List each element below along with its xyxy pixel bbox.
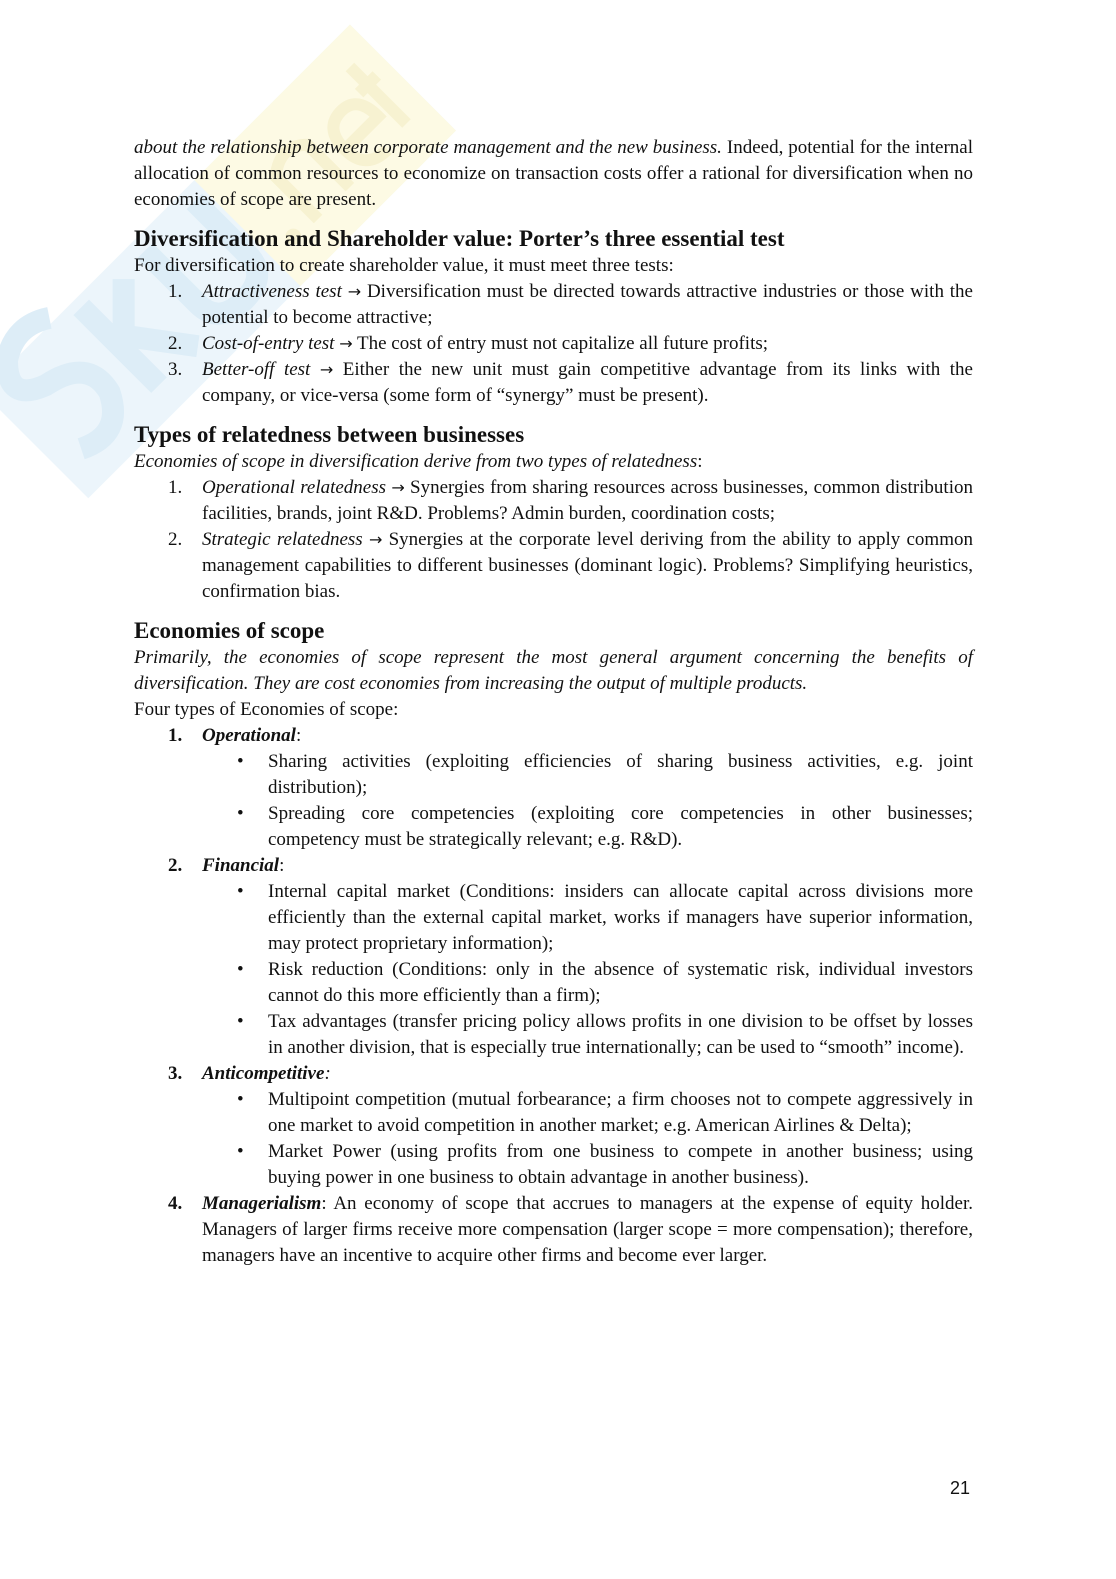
term: Strategic relatedness [202,529,363,550]
type-heading [168,723,973,749]
colon: : [279,855,285,876]
list-item [168,357,973,409]
intro-italic: about the relationship between corporate management and the new business. [134,137,722,158]
arrow-icon: → [368,530,383,549]
bullet-item [237,957,973,1009]
page-number: 21 [950,1478,971,1498]
bullet-text: Multipoint competition (mutual forbearance; a firm chooses not to compete aggressively in one market to avoid competition in another market; e.g. American Airlines & Delta); [268,1089,973,1136]
list-number: 3. [168,359,183,380]
term: Attractiveness test [202,281,342,302]
type-title: Anticompetitive [202,1063,325,1084]
bullet-text: Internal capital market (Conditions: insiders can allocate capital across divisions more efficiently than the external capital market, works if managers have superior information, may protect proprietary information); [268,881,973,954]
item-text: Either the new unit must gain competitive advantage from its links with the company, or vice-versa (some form of “synergy” must be present). [202,359,973,406]
item-text: Synergies at the corporate level deriving from the ability to apply common management capabilities to different businesses (dominant logic). Problems? Simplifying heuristics, confirmation bias. [202,529,973,602]
list-item [168,527,973,605]
bullet-icon: • [237,803,244,824]
s2-lead-italic: Economies of scope in diversification derive from two types of relatedness [134,451,698,472]
colon: : [321,1193,327,1214]
bullet-icon: • [237,1011,244,1032]
bullet-icon: • [237,1089,244,1110]
s1-lead: For diversification to create shareholder value, it must meet three tests: [134,255,674,276]
s3-lead: Four types of Economies of scope: [134,699,399,720]
colon: : [295,725,302,746]
item-text: Diversification must be directed towards attractive industries or those with the potential to become attractive; [202,281,973,328]
bullet-item [237,801,973,853]
section-heading-economies: Economies of scope [134,618,325,643]
bullet-item [237,1009,973,1061]
type-text: An economy of scope that accrues to managers at the expense of equity holder. Managers of larger firms receive more compensation (larger scope = more compensation); therefore, managers have an incentive to acquire other firms and become ever larger. [202,1193,973,1266]
section-heading-porter: Diversification and Shareholder value: Porter’s three essential test [134,226,785,251]
arrow-icon: → [319,360,334,379]
type-heading [168,853,973,879]
intro-text: Indeed, potential for the internal allocation of common resources to economize on transaction costs offer a rational for diversification when no economies of scope are present. [134,137,973,210]
list-number: 3. [168,1063,183,1084]
item-text: Synergies from sharing resources across businesses, common distribution facilities, brands, joint R&D. Problems? Admin burden, coordination costs; [202,477,973,524]
list-number: 1. [168,725,183,746]
list-number: 2. [168,333,183,354]
list-number: 1. [168,281,183,302]
colon: : [324,1063,331,1084]
list-number: 4. [168,1193,183,1214]
bullet-text: Tax advantages (transfer pricing policy allows profits in one division to be offset by losses in another division, that is especially true internationally; can be used to “smooth” income). [268,1011,973,1058]
bullet-item [237,1139,973,1191]
list-item [168,331,973,357]
bullet-icon: • [237,1141,244,1162]
bullet-item [237,879,973,957]
list-item [168,475,973,527]
arrow-icon: → [339,334,353,353]
bullet-text: Risk reduction (Conditions: only in the absence of systematic risk, individual investors cannot do this more efficiently than a firm); [268,959,973,1006]
type-title: Financial [202,855,280,876]
arrow-icon: → [347,282,362,301]
term: Operational relatedness [202,477,387,498]
bullet-text: Market Power (using profits from one business to compete in another business; using buying power in one business to obtain advantage in another business). [268,1141,973,1188]
bullet-item [237,1087,973,1139]
bullet-text: Spreading core competencies (exploiting core competencies in other businesses; competency must be strategically relevant; e.g. R&D). [268,803,973,850]
list-number: 1. [168,477,183,498]
section-heading-relatedness: Types of relatedness between businesses [134,422,525,447]
s2-lead [134,449,973,475]
item-text: The cost of entry must not capitalize all future profits; [352,333,769,354]
arrow-icon: → [391,478,405,497]
term: Better-off test [202,359,311,380]
document-page [134,135,973,1269]
bullet-item [237,749,973,801]
list-number: 2. [168,855,183,876]
bullet-icon: • [237,959,244,980]
bullet-text: Sharing activities (exploiting efficiencies of sharing business activities, e.g. joint distribution); [268,751,973,798]
type-heading [168,1191,973,1269]
list-number: 2. [168,529,183,550]
intro-paragraph [134,135,973,213]
s3-lead-italic-text: Primarily, the economies of scope represent the most general argument concerning the benefits of diversification. They are cost economies from increasing the output of multiple products. [134,647,973,694]
bullet-icon: • [237,751,244,772]
list-item [168,279,973,331]
bullet-icon: • [237,881,244,902]
type-title: Managerialism [202,1193,322,1214]
type-title: Operational [202,725,296,746]
s2-lead-colon: : [697,451,703,472]
term: Cost-of-entry test [202,333,335,354]
type-heading [168,1061,973,1087]
s3-lead-italic [134,645,973,697]
